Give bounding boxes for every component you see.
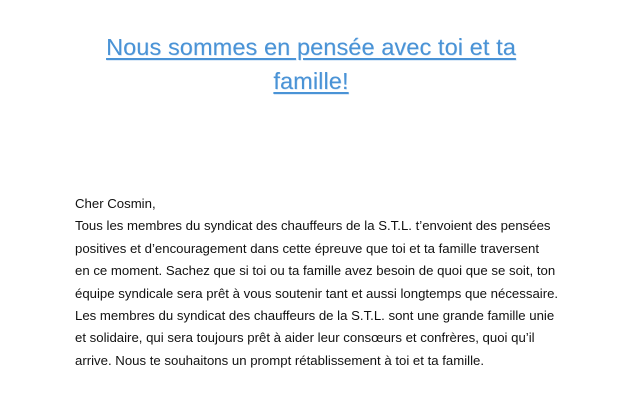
paragraph-1: [75, 215, 575, 305]
paragraph-2-line: Les membres du syndicat des chauffeurs de la S.T.L. sont une grande famille unie: [75, 308, 555, 324]
greeting: Cher Cosmin,: [75, 196, 156, 211]
paragraph-1-line: en ce moment. Sachez que si toi ou ta famille avez besoin de quoi que se soit, ton: [75, 263, 556, 279]
paragraph-1-line: positives et d’encouragement dans cette épreuve que toi et ta famille traversent: [75, 240, 540, 256]
paragraph-2-line: et solidaire, qui sera toujours prêt à aider leur consœurs et confrères, quoi qu’il: [75, 330, 535, 346]
paragraph-1-line: Tous les membres du syndicat des chauffeurs de la S.T.L. t’envoient des pensées: [75, 218, 551, 234]
paragraph-1-line: équipe syndicale sera prêt à vous soutenir tant et aussi longtemps que nécessaire.: [75, 285, 559, 301]
paragraph-2: [75, 305, 575, 372]
paragraph-2-line: arrive. Nous te souhaitons un prompt rétablissement à toi et ta famille.: [75, 352, 485, 368]
document-title: [0, 30, 622, 98]
title-line-2: famille!: [273, 68, 349, 94]
title-line-1: Nous sommes en pensée avec toi et ta: [106, 34, 516, 60]
letter-body: [75, 193, 575, 372]
